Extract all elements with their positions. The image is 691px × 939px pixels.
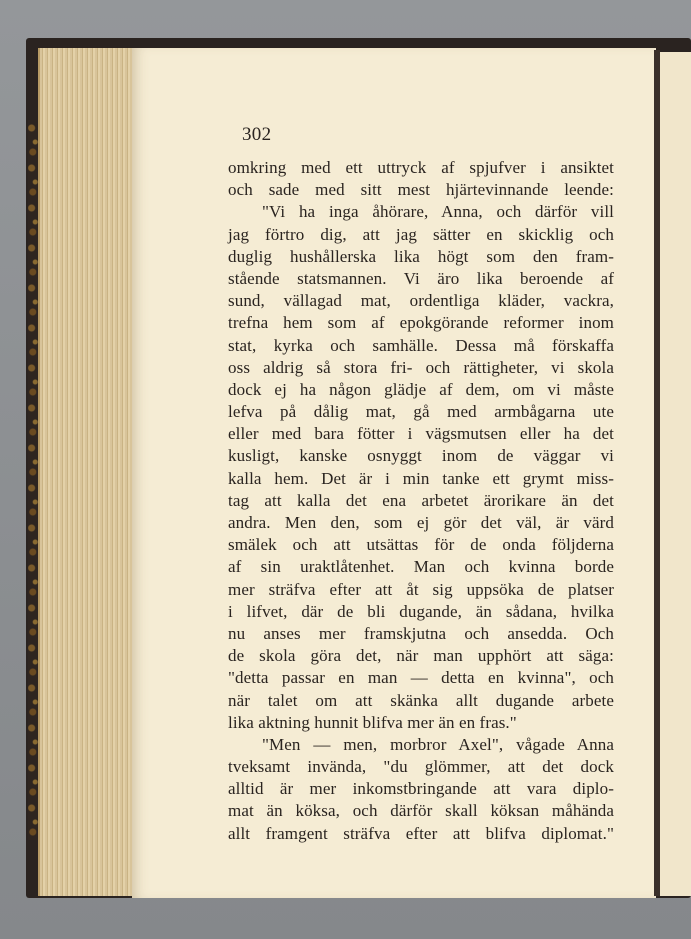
text-line: lefva på dålig mat, gå med armbågarna ute [228,402,614,422]
text-line: och sade med sitt mest hjärtevinnande leende: [228,180,614,200]
text-line: "Men — men, morbror Axel", vågade Anna [262,734,614,754]
page-number: 302 [242,124,272,145]
text-line: dock ej ha någon glädje af dem, om vi måste [228,379,614,399]
text-line: när talet om att skänka allt dugande arbete [228,690,614,710]
text-line: mer sträfva efter att åt sig uppsöka de platser [228,579,614,599]
text-line: kalla hem. Det är i min tanke ett grymt miss- [228,468,614,488]
text-line: tag att kalla det ena arbetet ärorikare än det [228,490,614,510]
page-edges [38,48,140,896]
text-line: i lifvet, där de bli dugande, än sådana, hvilka [228,601,614,621]
text-line: nu anses mer framskjutna och ansedda. Och [228,623,614,643]
text-line: eller med bara fötter i vägsmutsen eller ha det [228,424,614,444]
text-line: sund, vällagad mat, ordentliga kläder, vackra, [228,291,614,311]
text-line: omkring med ett uttryck af spjufver i ansiktet [228,158,614,177]
text-line: mat än köksa, och därför skall köksan måhända [228,801,614,821]
text-line: allt framgent sträfva efter att blifva diplomat." [228,823,614,843]
text-line: af sin uraktlåtenhet. Man och kvinna borde [228,557,614,577]
text-line: tveksamt invända, "du glömmer, att det dock [228,757,614,777]
text-line: jag förtro dig, att jag sätter en skicklig och [228,224,614,244]
text-line: trefna hem som af epokgörande reformer inom [228,313,614,333]
text-line: "Vi ha inga åhörare, Anna, och därför vill [262,202,614,222]
text-line: oss aldrig så stora fri- och rättigheter, vi skola [228,357,614,377]
facing-page-edge [660,52,691,896]
text-line: "detta passar en man — detta en kvinna", och [228,668,614,688]
text-line: kusligt, kanske osnyggt inom de väggar vi [228,446,614,466]
text-line: stående statsmannen. Vi äro lika beroende af [228,268,614,288]
text-line: duglig hushållerska lika högt som den fram- [228,246,614,266]
body-text [228,157,614,845]
text-line: lika aktning hunnit blifva mer än en fras." [228,712,517,732]
text-line: de skola göra det, när man upphört att säga: [228,646,614,666]
text-line: stat, kyrka och samhälle. Dessa må förskaffa [228,335,614,355]
text-line: alltid är mer inkomstbringande att vara diplo- [228,779,614,799]
text-line: andra. Men den, som ej gör det väl, är värd [228,513,614,532]
text-line: smälek och att utsättas för de onda följderna [228,535,614,555]
